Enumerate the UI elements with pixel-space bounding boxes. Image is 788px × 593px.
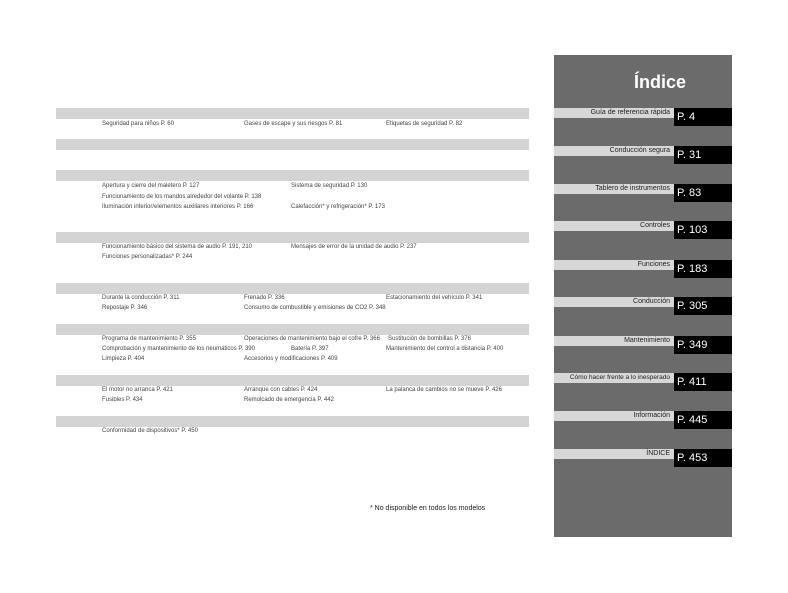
index-link[interactable]: Etiquetas de seguridad P. 82	[386, 121, 463, 127]
index-link[interactable]: Funciones personalizadas* P. 244	[102, 254, 193, 260]
index-link[interactable]: Apertura y cierre del maletero P. 127	[102, 183, 200, 189]
tab-label-unexpected[interactable]: Cómo hacer frente a lo inesperado	[554, 373, 674, 383]
index-link[interactable]: Estacionamiento del vehículo P. 341	[386, 295, 483, 301]
tab-page-safe-driving[interactable]: P. 31	[674, 146, 732, 164]
tab-label-driving[interactable]: Conducción	[554, 297, 674, 307]
footnote: * No disponible en todos los modelos	[370, 505, 486, 512]
tab-page-driving[interactable]: P. 305	[674, 297, 732, 315]
index-link[interactable]: La palanca de cambios no se mueve P. 426	[386, 387, 502, 393]
index-link[interactable]: El motor no arranca P. 421	[102, 387, 173, 393]
tab-page-unexpected[interactable]: P. 411	[674, 373, 732, 391]
tab-label-safe-driving[interactable]: Conducción segura	[554, 146, 674, 156]
tab-page-controls[interactable]: P. 103	[674, 221, 732, 239]
section-bar	[56, 375, 529, 386]
section-bar	[56, 170, 529, 181]
section-bar	[56, 139, 529, 150]
section-bar	[56, 232, 529, 243]
index-link[interactable]: Consumo de combustible y emisiones de CO2 P. 348	[244, 305, 386, 311]
tab-label-maintenance[interactable]: Mantenimiento	[554, 336, 674, 346]
index-link[interactable]: Batería P. 397	[291, 346, 329, 352]
tab-page-quick-reference[interactable]: P. 4	[674, 108, 732, 126]
tab-label-features[interactable]: Funciones	[554, 260, 674, 270]
section-bar	[56, 108, 529, 119]
index-link[interactable]: Sustitución de bombillas P. 376	[388, 336, 471, 342]
chapter-sidebar	[554, 55, 732, 537]
index-link[interactable]: Gases de escape y sus riesgos P. 81	[244, 121, 343, 127]
index-link[interactable]: Mensajes de error de la unidad de audio P. 237	[291, 244, 417, 250]
index-link[interactable]: Seguridad para niños P. 60	[102, 121, 174, 127]
index-link[interactable]: Limpieza P. 404	[102, 356, 145, 362]
tab-label-instrument-panel[interactable]: Tablero de instrumentos	[554, 184, 674, 194]
tab-page-features[interactable]: P. 183	[674, 260, 732, 278]
sidebar-title: Índice	[633, 72, 686, 92]
section-bar	[56, 416, 529, 427]
tab-label-quick-reference[interactable]: Guía de referencia rápida	[554, 108, 674, 118]
index-link[interactable]: Funcionamiento básico del sistema de audio P. 191, 210	[102, 244, 252, 250]
index-link[interactable]: Mantenimiento del control a distancia P. 400	[386, 346, 504, 352]
tab-label-information[interactable]: Información	[554, 411, 674, 421]
tab-label-controls[interactable]: Controles	[554, 221, 674, 231]
tab-page-index[interactable]: P. 453	[674, 449, 732, 467]
index-link[interactable]: Calefacción* y refrigeración* P. 173	[291, 204, 385, 210]
index-link[interactable]: Sistema de seguridad P. 130	[291, 183, 368, 189]
tab-page-instrument-panel[interactable]: P. 83	[674, 184, 732, 202]
index-link[interactable]: Frenado P. 336	[244, 295, 285, 301]
index-link[interactable]: Programa de mantenimiento P. 355	[102, 336, 196, 342]
index-link[interactable]: Arranque con cables P. 424	[244, 387, 318, 393]
index-link[interactable]: Comprobación y mantenimiento de los neumáticos P. 390	[102, 346, 255, 352]
tab-page-information[interactable]: P. 445	[674, 411, 732, 429]
index-link[interactable]: Conformidad de dispositivos* P. 450	[102, 428, 198, 434]
index-link[interactable]: Operaciones de mantenimiento bajo el cofre P. 366	[244, 336, 380, 342]
tab-label-index[interactable]: ÍNDICE	[554, 449, 674, 459]
section-bar	[56, 324, 529, 335]
index-link[interactable]: Repostaje P. 346	[102, 305, 148, 311]
index-link[interactable]: Accesorios y modificaciones P. 409	[244, 356, 338, 362]
tab-page-maintenance[interactable]: P. 349	[674, 336, 732, 354]
index-link[interactable]: Iluminación interior/elementos auxiliares interiores P. 166	[102, 204, 254, 210]
index-link[interactable]: Funcionamiento de los mandos alrededor del volante P. 138	[102, 194, 262, 200]
index-link[interactable]: Fusibles P. 434	[102, 397, 143, 403]
index-link[interactable]: Remolcado de emergencia P. 442	[244, 397, 334, 403]
section-bar	[56, 283, 529, 294]
index-link[interactable]: Durante la conducción P. 311	[102, 295, 180, 301]
